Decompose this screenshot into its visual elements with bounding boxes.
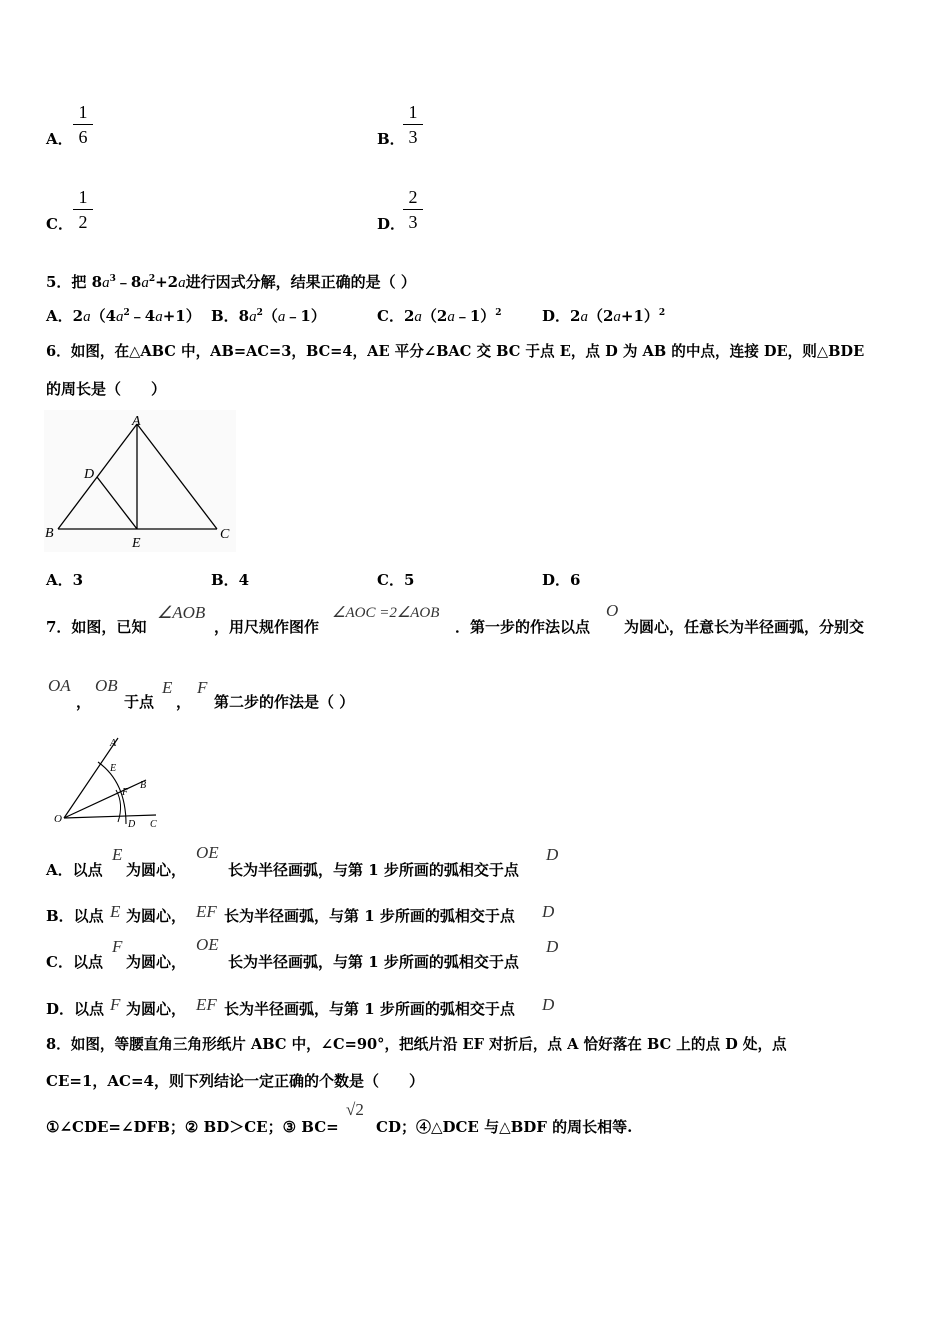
numerator: 1 bbox=[78, 187, 88, 207]
q7-option-c-result: D bbox=[546, 937, 559, 956]
q4-option-a-label: A． bbox=[46, 130, 73, 148]
label-e: E bbox=[132, 536, 141, 551]
q7-math-ob: OB bbox=[95, 676, 118, 695]
q7-option-b-radius: EF bbox=[196, 902, 217, 921]
numerator: 1 bbox=[408, 102, 418, 122]
denominator: 3 bbox=[408, 212, 418, 232]
denominator: 6 bbox=[78, 127, 88, 147]
label-b: B bbox=[45, 526, 54, 541]
q5-option-b: B．$8a^2(a﹣1)$ bbox=[211, 307, 326, 325]
label-a: A bbox=[132, 414, 141, 429]
q7-option-d-point: F bbox=[110, 995, 121, 1014]
q4-option-d-fraction bbox=[402, 187, 424, 232]
denominator: 2 bbox=[78, 212, 88, 232]
q7-option-d-text3: 长为半径画弧，与第 1 步所画的弧相交于点 bbox=[224, 1000, 515, 1018]
numerator: 2 bbox=[408, 187, 418, 207]
fraction-bar bbox=[73, 124, 93, 125]
ray-oc bbox=[64, 815, 156, 818]
label-e: E bbox=[110, 763, 117, 774]
q7-stem-text8: 第二步的作法是（ ） bbox=[214, 693, 355, 711]
q7-option-c-radius: OE bbox=[196, 935, 219, 954]
q5-option-c: C．2a（2a﹣1）$^2$ bbox=[377, 307, 502, 325]
q4-option-c-fraction bbox=[72, 187, 94, 232]
q5-option-d: D．$2a(2a+1)^2$ bbox=[542, 307, 666, 325]
q4-option-b-label: B． bbox=[377, 130, 405, 148]
label-c: C bbox=[150, 819, 157, 830]
figure-background bbox=[44, 410, 236, 552]
label-c: C bbox=[220, 527, 230, 542]
q7-stem-text4: 为圆心，任意长为半径画弧，分别交 bbox=[624, 618, 865, 636]
q7-option-a-text3: 长为半径画弧，与第 1 步所画的弧相交于点 bbox=[228, 861, 519, 879]
arc-second-step bbox=[116, 790, 121, 822]
label-d: D bbox=[84, 467, 95, 482]
q7-math-e: E bbox=[162, 678, 173, 697]
label-b: B bbox=[140, 780, 147, 791]
q7-option-d-text2: 为圆心， bbox=[126, 1000, 187, 1018]
q8-stem-line1: 8．如图，等腰直角三角形纸片 ABC 中，∠C=90°，把纸片沿 EF 对折后，点 A 恰好落在 BC 上的点 D 处，点 bbox=[46, 1036, 787, 1053]
q7-option-a-radius: OE bbox=[196, 843, 219, 862]
q6-option-b: B．4 bbox=[211, 571, 250, 589]
denominator: 3 bbox=[408, 127, 418, 147]
q6-stem-line2: 的周长是（ ） bbox=[46, 380, 167, 398]
q7-option-d-radius: EF bbox=[196, 995, 217, 1014]
q7-option-c-text1: C．以点 bbox=[46, 953, 103, 971]
q4-option-b-fraction bbox=[402, 102, 424, 147]
q7-stem-text5: ， bbox=[76, 693, 92, 711]
q7-option-b-point: E bbox=[110, 902, 121, 921]
q7-math-o: O bbox=[606, 601, 619, 620]
q7-option-b-text1: B．以点 bbox=[46, 907, 104, 925]
numerator: 1 bbox=[78, 102, 88, 122]
q6-option-c: C．5 bbox=[377, 571, 415, 589]
q5-stem: 5．把 $8a^3﹣8a^2+2a$进行因式分解，结果正确的是（ ） bbox=[46, 273, 416, 291]
q7-option-d-result: D bbox=[542, 995, 555, 1014]
q7-option-a-text1: A．以点 bbox=[46, 861, 103, 879]
q7-option-b-result: D bbox=[542, 902, 555, 921]
q6-triangle-figure bbox=[44, 410, 236, 552]
label-a: A bbox=[110, 738, 117, 749]
label-f: F bbox=[122, 787, 129, 798]
q7-option-b-text3: 长为半径画弧，与第 1 步所画的弧相交于点 bbox=[224, 907, 515, 925]
q7-option-a-point: E bbox=[112, 845, 123, 864]
q7-option-c-text2: 为圆心， bbox=[126, 953, 187, 971]
q7-option-c-point: F bbox=[112, 937, 123, 956]
q7-stem-text2: ，用尺规作图作 bbox=[214, 618, 320, 636]
fraction-bar bbox=[403, 124, 423, 125]
q7-option-c-text3: 长为半径画弧，与第 1 步所画的弧相交于点 bbox=[228, 953, 519, 971]
q7-construction-figure bbox=[46, 732, 164, 832]
q7-stem-text1: 7．如图，已知 bbox=[46, 618, 147, 636]
q8-stem-line2: CE=1，AC=4，则下列结论一定正确的个数是（ ） bbox=[46, 1072, 424, 1090]
label-o: O bbox=[54, 813, 62, 825]
q4-option-c-label: C． bbox=[46, 215, 73, 233]
q7-math-angle-aob: ∠AOB bbox=[157, 603, 206, 622]
q8-sqrt-two: √2 bbox=[346, 1100, 364, 1119]
q4-option-a-fraction bbox=[72, 102, 94, 147]
q6-option-a: A．3 bbox=[46, 571, 84, 589]
q7-option-d-text1: D．以点 bbox=[46, 1000, 105, 1018]
fraction-bar bbox=[403, 209, 423, 210]
q7-math-f: F bbox=[197, 678, 208, 697]
q8-conclusions-part1: ①∠CDE=∠DFB；② BD＞CE；③ BC= bbox=[46, 1118, 339, 1136]
q8-conclusions-part2: CD；④△DCE 与△BDF 的周长相等. bbox=[376, 1118, 633, 1136]
q7-stem-text6: 于点 bbox=[124, 693, 155, 711]
q7-option-a-result: D bbox=[546, 845, 559, 864]
fraction-bar bbox=[73, 209, 93, 210]
q7-stem-text3: ．第一步的作法以点 bbox=[455, 618, 591, 636]
q7-option-b-text2: 为圆心， bbox=[126, 907, 187, 925]
q6-option-d: D．6 bbox=[542, 571, 581, 589]
q7-stem-text7: ， bbox=[176, 693, 192, 711]
q4-option-d-label: D． bbox=[377, 215, 406, 233]
q6-stem-line1: 6．如图，在△ABC 中，AB=AC=3，BC=4，AE 平分∠BAC 交 BC 于点 E，点 D 为 AB 的中点，连接 DE，则△BDE bbox=[46, 343, 865, 360]
q7-math-aoc: ∠AOC =2∠AOB bbox=[332, 605, 440, 621]
q7-math-oa: OA bbox=[48, 676, 71, 695]
q5-option-a: A．$2a(4a^2﹣4a+1)$ bbox=[46, 307, 201, 325]
q7-option-a-text2: 为圆心， bbox=[126, 861, 187, 879]
label-d: D bbox=[128, 819, 136, 830]
